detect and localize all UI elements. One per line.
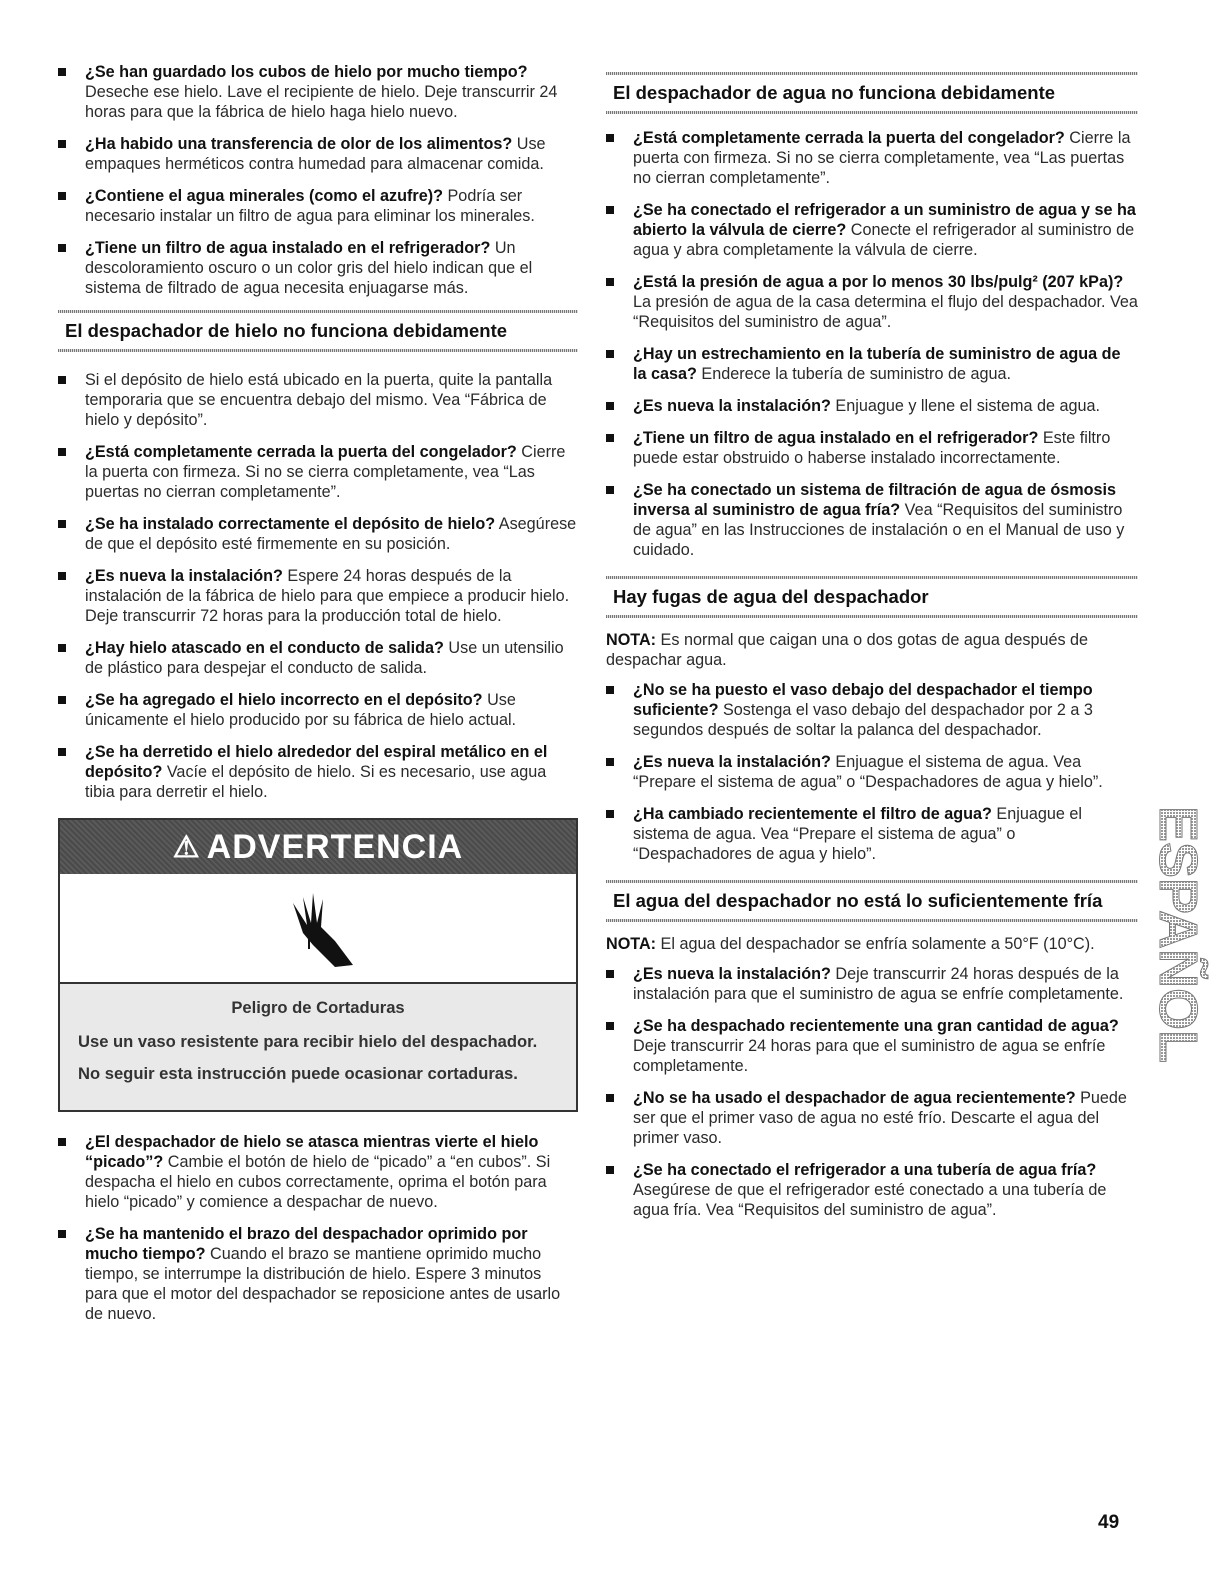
bullet-icon (58, 192, 66, 200)
section-heading: Hay fugas de agua del despachador (613, 586, 929, 607)
note-text: El agua del despachador se enfría solamente a 50°F (10°C). (656, 935, 1095, 953)
item-answer: Deje transcurrir 24 horas después de la instalación para que el suministro de agua se enfríe completamente. (633, 965, 1124, 1003)
section-heading: El despachador de agua no funciona debidamente (613, 82, 1056, 103)
ice-dispenser-section (58, 310, 578, 802)
leak-section (606, 576, 1138, 864)
item-answer: Si el depósito de hielo está ubicado en la puerta, quite la pantalla temporaria que se encuentra debajo del mismo. Vea “Fábrica de hielo y depósito”. (85, 371, 553, 429)
item-answer: Use empaques herméticos contra humedad para almacenar comida. (85, 135, 546, 173)
warning-title: ADVERTENCIA (206, 827, 464, 866)
item-question: ¿Se ha conectado el refrigerador a una tubería de agua fría? (633, 1161, 1097, 1179)
item-question: ¿Se ha agregado el hielo incorrecto en el depósito? (85, 691, 483, 709)
item-question: ¿Tiene un filtro de agua instalado en el refrigerador? (633, 429, 1039, 447)
item-question: ¿Se ha conectado un sistema de filtración de agua de ósmosis inversa al suministro de agua fría? (633, 481, 1117, 519)
item-question: ¿Hay un estrechamiento en la tubería de suministro de agua de la casa? (633, 345, 1121, 383)
item-question: ¿Se ha conectado el refrigerador a un suministro de agua y se ha abierto la válvula de cierre? (633, 201, 1136, 239)
bullet-icon (58, 520, 66, 528)
section-rule (606, 919, 1138, 922)
list-item (606, 1016, 1138, 1076)
left-column (58, 62, 578, 1336)
list-item (606, 752, 1138, 792)
list-item (606, 200, 1138, 260)
bullet-icon (606, 134, 614, 142)
list-item (606, 1160, 1138, 1220)
item-question: ¿El despachador de hielo se atasca mientras vierte el hielo “picado”? (85, 1133, 539, 1171)
item-question: ¿Contiene el agua minerales (como el azufre)? (85, 187, 444, 205)
item-answer: Use únicamente el hielo producido por su fábrica de hielo actual. (85, 691, 517, 729)
item-answer: Enjuague y llene el sistema de agua. (830, 397, 1100, 415)
item-answer: Conecte el refrigerador al suministro de agua y abra completamente la válvula de cierre. (633, 221, 1135, 259)
cold-water-section (606, 880, 1138, 1220)
section-rule (606, 615, 1138, 618)
item-answer: Puede ser que el primer vaso de agua no esté frío. Descarte el agua del primer vaso. (633, 1089, 1127, 1147)
language-side-tab (1142, 800, 1218, 1070)
note-label: NOTA: (606, 935, 657, 953)
item-answer: Deseche ese hielo. Lave el recipiente de hielo. Deje transcurrir 24 horas para que la fábrica de hielo haga hielo nuevo. (85, 83, 558, 121)
list-item (58, 1132, 578, 1212)
list-item (606, 1088, 1138, 1148)
list-item (58, 186, 578, 226)
item-answer: Enjuague el sistema de agua. Vea “Prepare el sistema de agua” o “Despachadores de agua y hielo”. (633, 805, 1082, 863)
item-answer: Sostenga el vaso debajo del despachador por 2 a 3 segundos después de soltar la palanca del despachador. (633, 701, 1093, 739)
list-item (606, 272, 1138, 332)
bullet-icon (58, 748, 66, 756)
note (606, 934, 1138, 954)
item-answer: Este filtro puede estar obstruido o haberse instalado incorrectamente. (633, 429, 1111, 467)
list-item (58, 1224, 578, 1324)
item-question: ¿Ha habido una transferencia de olor de los alimentos? (85, 135, 513, 153)
list-item (606, 680, 1138, 740)
after-warning-list (58, 1132, 578, 1324)
item-answer: Enderece la tubería de suministro de agua. (696, 365, 1011, 383)
page-number: 49 (1098, 1512, 1120, 1533)
list-item (58, 514, 578, 554)
note-label: NOTA: (606, 631, 657, 649)
warning-triangle-icon: ⚠ (172, 830, 201, 864)
bullet-icon (606, 1094, 614, 1102)
item-question: ¿Se ha instalado correctamente el depósito de hielo? (85, 515, 496, 533)
bullet-icon (58, 644, 66, 652)
item-question: ¿Es nueva la instalación? (633, 397, 831, 415)
list-item (58, 134, 578, 174)
bullet-icon (58, 1138, 66, 1146)
bullet-icon (606, 350, 614, 358)
item-question: ¿Se han guardado los cubos de hielo por mucho tiempo? (85, 63, 528, 81)
item-answer: Vea “Requisitos del suministro de agua” en las Instrucciones de instalación o en el Manual de uso y cuidado. (633, 501, 1125, 559)
item-answer: Un descoloramiento oscuro o un color gris del hielo indican que el sistema de filtrado de agua necesita enjuagarse más. (85, 239, 533, 297)
item-question: ¿No se ha usado el despachador de agua recientemente? (633, 1089, 1076, 1107)
bullet-icon (58, 376, 66, 384)
bullet-icon (606, 758, 614, 766)
cut-hazard-icon (60, 874, 576, 984)
item-answer: Cierre la puerta con firmeza. Si no se cierra completamente, vea “Las puertas no cierran completamente”. (85, 443, 566, 501)
side-tab-label: ESPAÑOL (1148, 806, 1208, 1064)
section-rule (606, 111, 1138, 114)
section-heading: El despachador de hielo no funciona debidamente (65, 320, 508, 341)
hazard-label: Peligro de Cortaduras (231, 998, 405, 1017)
item-question: ¿Tiene un filtro de agua instalado en el refrigerador? (85, 239, 491, 257)
item-question: ¿Está completamente cerrada la puerta del congelador? (85, 443, 517, 461)
bullet-icon (58, 572, 66, 580)
list-item (606, 344, 1138, 384)
list-item (606, 804, 1138, 864)
list-item (58, 690, 578, 730)
item-question: ¿Es nueva la instalación? (633, 753, 831, 771)
ice-items-list (58, 370, 578, 802)
bullet-icon (58, 68, 66, 76)
bullet-icon (606, 486, 614, 494)
list-item (606, 480, 1138, 560)
item-question: ¿Hay hielo atascado en el conducto de salida? (85, 639, 444, 657)
bullet-icon (58, 140, 66, 148)
item-question: ¿Se ha derretido el hielo alrededor del espiral metálico en el depósito? (85, 743, 548, 781)
bullet-icon (58, 1230, 66, 1238)
list-item (58, 566, 578, 626)
item-answer: Enjuague el sistema de agua. Vea “Prepare el sistema de agua” o “Despachadores de agua y hielo”. (633, 753, 1103, 791)
item-answer: Cambie el botón de hielo de “picado” a “en cubos”. Si despacha el hielo en cubos correctamente, oprima el botón para hielo “picado” y comience a despachar de nuevo. (85, 1153, 551, 1211)
item-question: ¿Se ha mantenido el brazo del despachador oprimido por mucho tiempo? (85, 1225, 528, 1263)
warning-box (58, 818, 578, 1112)
item-answer: Asegúrese de que el depósito esté firmemente en su posición. (85, 515, 577, 553)
note-text: Es normal que caigan una o dos gotas de agua después de despachar agua. (606, 631, 1089, 669)
warning-title-bar (60, 820, 576, 874)
item-question: ¿No se ha puesto el vaso debajo del despachador el tiempo suficiente? (633, 681, 1093, 719)
bullet-icon (606, 1166, 614, 1174)
water-items-list (606, 128, 1138, 560)
item-answer: Asegúrese de que el refrigerador esté conectado a una tubería de agua fría. Vea “Requisitos del suministro de agua”. (633, 1181, 1107, 1219)
list-item (58, 238, 578, 298)
warning-consequence: No seguir esta instrucción puede ocasionar cortaduras. (78, 1064, 518, 1083)
item-answer: Use un utensilio de plástico para despejar el conducto de salida. (85, 639, 564, 677)
bullet-icon (58, 244, 66, 252)
list-item (606, 128, 1138, 188)
bullet-icon (58, 448, 66, 456)
bullet-icon (606, 970, 614, 978)
item-answer: Cierre la puerta con firmeza. Si no se cierra completamente, vea “Las puertas no cierran completamente”. (633, 129, 1131, 187)
item-question: ¿Se ha despachado recientemente una gran cantidad de agua? (633, 1017, 1119, 1035)
right-column (606, 72, 1138, 1236)
intro-list (58, 62, 578, 298)
list-item (58, 370, 578, 430)
cold-items-list (606, 964, 1138, 1220)
bullet-icon (606, 434, 614, 442)
item-question: ¿Está completamente cerrada la puerta del congelador? (633, 129, 1065, 147)
bullet-icon (606, 1022, 614, 1030)
item-answer: Cuando el brazo se mantiene oprimido mucho tiempo, se interrumpe la distribución de hielo. Espere 3 minutos para que el motor del despachador se reposicione antes de usarlo de nuevo. (85, 1245, 561, 1323)
item-answer: Podría ser necesario instalar un filtro de agua para eliminar los minerales. (85, 187, 535, 225)
list-item (58, 742, 578, 802)
list-item (58, 62, 578, 122)
warning-body (60, 984, 576, 1110)
bullet-icon (606, 810, 614, 818)
item-question: ¿Ha cambiado recientemente el filtro de agua? (633, 805, 992, 823)
warning-instruction: Use un vaso resistente para recibir hielo del despachador. (78, 1032, 538, 1051)
bullet-icon (58, 696, 66, 704)
item-answer: La presión de agua de la casa determina el flujo del despachador. Vea “Requisitos del suministro de agua”. (633, 293, 1138, 331)
item-answer: Deje transcurrir 24 horas para que el suministro de agua se enfríe completamente. (633, 1037, 1106, 1075)
item-question: ¿Está la presión de agua a por lo menos 30 lbs/pulg² (207 kPa)? (633, 273, 1124, 291)
water-dispenser-section (606, 72, 1138, 560)
leak-items-list (606, 680, 1138, 864)
list-item (606, 396, 1138, 416)
item-answer: Espere 24 horas después de la instalación de la fábrica de hielo para que empiece a producir hielo. Deje transcurrir 72 horas para la producción total de hielo. (85, 567, 570, 625)
bullet-icon (606, 402, 614, 410)
item-answer: Vacíe el depósito de hielo. Si es necesario, use agua tibia para derretir el hielo. (85, 763, 547, 801)
bullet-icon (606, 686, 614, 694)
item-question: ¿Es nueva la instalación? (85, 567, 283, 585)
section-rule (58, 349, 578, 352)
list-item (58, 442, 578, 502)
list-item (606, 428, 1138, 468)
bullet-icon (606, 278, 614, 286)
item-question: ¿Es nueva la instalación? (633, 965, 831, 983)
section-heading: El agua del despachador no está lo suficientemente fría (613, 890, 1103, 911)
list-item (58, 638, 578, 678)
note (606, 630, 1138, 670)
bullet-icon (606, 206, 614, 214)
list-item (606, 964, 1138, 1004)
